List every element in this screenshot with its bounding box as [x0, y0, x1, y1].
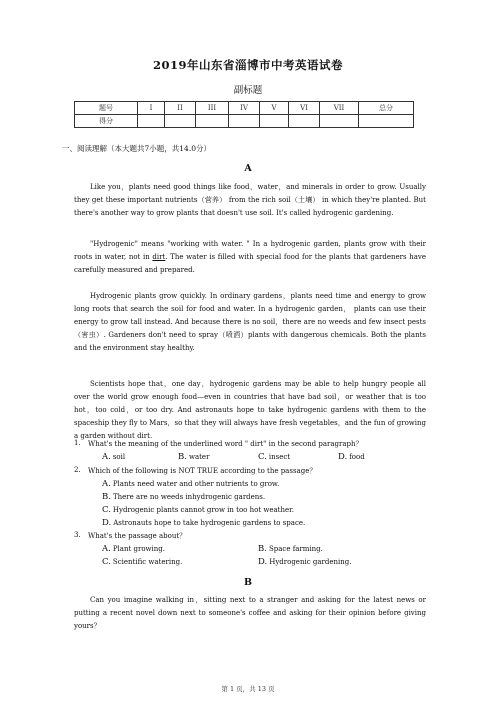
option-2a[interactable]: A. Plants need water and other nutrients to grow.	[102, 479, 280, 489]
score-table-header-row	[75, 102, 414, 115]
score-cell-empty	[138, 115, 165, 128]
score-cell: II	[165, 102, 196, 115]
passage-a-paragraph-4: Scientists hope that，one day，hydrogenic gardens may be able to help hungry people all over the world grow enough food—even in countries that have bad soil，or weather that is too hot，too cold，or too dry. And astronauts hope to take hydrogenic gardens with them to the spaceship they fly to Mars，so that they will always have fresh vegetables，and the fun of growing a garden without dirt.	[74, 380, 426, 440]
option-1c[interactable]: C. insect	[258, 452, 291, 462]
score-table-score-row	[75, 115, 414, 128]
passage-a-paragraph-3: Hydrogenic plants grow quickly. In ordinary gardens，plants need time and energy to grow long roots that search the soil for food and water. In a hydrogenic garden， plants can use their energy to grow tall instead. And because there is no soil，there are no weeds and few insect pests（害虫）. Gardeners don't need to spray（喷洒）plants with dangerous chemicals. Both the plants and the environment stay healthy.	[74, 292, 426, 352]
page-subtitle: 副标题	[233, 85, 263, 96]
score-cell: 总分	[359, 102, 414, 115]
score-cell-empty	[229, 115, 260, 128]
option-3c[interactable]: C. Scientific watering.	[102, 557, 183, 567]
option-3b[interactable]: B. Space farming.	[258, 544, 323, 554]
page-footer: 第 1 页，共 13 页	[221, 685, 275, 693]
page-title: 2019年山东省淄博市中考英语试卷	[152, 58, 343, 72]
option-3d[interactable]: D. Hydrogenic gardening.	[258, 557, 352, 567]
score-cell-empty	[359, 115, 414, 128]
section-heading: 一、阅读理解（本大题共7小题，共14.0分）	[62, 144, 211, 153]
score-cell-empty	[320, 115, 359, 128]
passage-a-paragraph-2: "Hydrogenic" means "working with water. " In a hydrogenic garden, plants grow with their roots in water, not in dirt. The water is filled with special food for the plants that gardeners have carefully measured and prepared.	[74, 240, 426, 274]
underlined-word: dirt	[152, 253, 166, 261]
question-text: What's the passage about？	[88, 532, 187, 540]
option-2b[interactable]: B. There are no weeds inhydrogenic gardens.	[102, 492, 266, 502]
question-2	[74, 466, 426, 480]
option-3a[interactable]: A. Plant growing.	[102, 544, 165, 554]
question-text: Which of the following is NOT TRUE according to the passage？	[88, 467, 317, 475]
question-number: 2.	[74, 466, 81, 474]
passage-b-paragraph-1: Can you imagine walking in，sitting next to a stranger and asking for the latest news or putting a recent novel down next to someone's coffee and asking for their opinion before giving yours？	[74, 596, 426, 630]
score-cell: V	[260, 102, 289, 115]
option-2d[interactable]: D. Astronauts hope to take hydrogenic gardens to space.	[102, 518, 306, 528]
option-2c[interactable]: C. Hydrogenic plants cannot grow in too hot weather.	[102, 505, 294, 515]
option-1b[interactable]: B. water	[178, 452, 210, 462]
question-text: What's the meaning of the underlined word " dirt" in the second paragraph？	[88, 440, 363, 448]
question-1	[74, 439, 426, 465]
score-cell: III	[196, 102, 229, 115]
passage-b-letter: B	[243, 577, 253, 588]
score-cell: 题号	[75, 102, 138, 115]
question-number: 1.	[74, 439, 81, 447]
score-cell: I	[138, 102, 165, 115]
option-1a[interactable]: A. soil	[102, 452, 126, 462]
question-number: 3.	[74, 531, 81, 539]
score-cell: VII	[320, 102, 359, 115]
score-table	[74, 101, 414, 128]
score-cell-empty	[289, 115, 320, 128]
score-cell-empty	[165, 115, 196, 128]
score-cell-empty	[260, 115, 289, 128]
score-cell: IV	[229, 102, 260, 115]
passage-a-letter: A	[244, 163, 252, 174]
score-cell: 得分	[75, 115, 138, 128]
option-1d[interactable]: D. food	[338, 452, 365, 462]
score-cell: VI	[289, 102, 320, 115]
question-3	[74, 531, 426, 545]
passage-a-paragraph-1: Like you，plants need good things like food，water，and minerals in order to grow. Usually they get these important nutrients（营养） from the rich soil（土壤） in which they're planted. But there's another way to grow plants that doesn't use soil. It's called hydrogenic gardening.	[74, 183, 426, 217]
score-cell-empty	[196, 115, 229, 128]
